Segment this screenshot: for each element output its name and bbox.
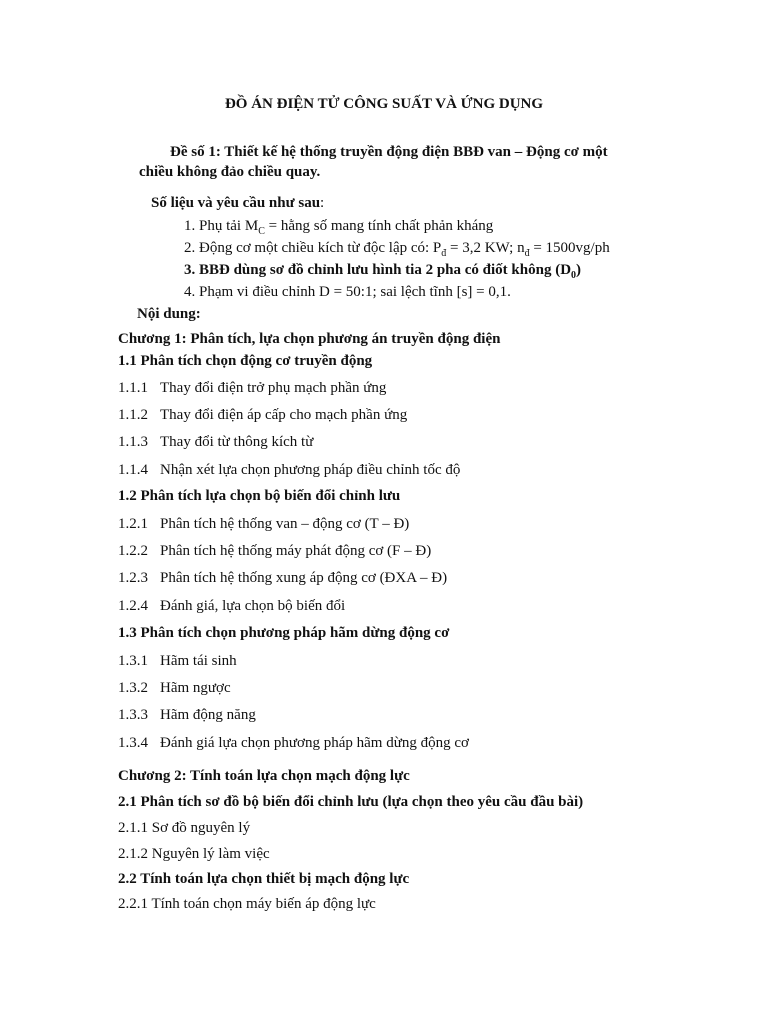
requirement-item-1: 1. Phụ tải $M_C$ = hằng số mang tính chất phản kháng xyxy=(184,218,494,237)
list-item: 1.2.4 Đánh giá, lựa chọn bộ biến đổi xyxy=(118,598,346,614)
list-item: 1.3.2 Hãm ngược xyxy=(118,680,231,696)
list-item: 1.2.2 Phân tích hệ thống máy phát động cơ (F – Đ) xyxy=(118,543,432,559)
list-item: 1.3.3 Hãm động năng xyxy=(118,707,256,723)
list-item: 1.3.1 Hãm tái sinh xyxy=(118,653,237,669)
document-title: ĐỒ ÁN ĐIỆN TỬ CÔNG SUẤT VÀ ỨNG DỤNG xyxy=(224,96,544,112)
list-item: 1.1.4 Nhận xét lựa chọn phương pháp điều chỉnh tốc độ xyxy=(118,462,461,478)
list-item: 2.1.1 Sơ đồ nguyên lý xyxy=(118,820,251,836)
assignment-line-2: chiều không đảo chiều quay. xyxy=(139,164,321,180)
requirements-heading: Số liệu và yêu cầu như sau: xyxy=(151,195,325,211)
requirement-item-2: 2. Động cơ một chiều kích từ độc lập có: $P_đ = 3,2$ KW; $n_đ = 1500vg/ph$ xyxy=(184,240,610,259)
list-item: 2.2.1 Tính toán chọn máy biến áp động lực xyxy=(118,896,376,912)
section-1-2-heading: 1.2 Phân tích lựa chọn bộ biến đổi chỉnh lưu xyxy=(118,488,401,504)
section-2-1-heading: 2.1 Phân tích sơ đồ bộ biến đổi chỉnh lưu (lựa chọn theo yêu cầu đầu bài) xyxy=(118,794,584,810)
list-item: 1.3.4 Đánh giá lựa chọn phương pháp hãm dừng động cơ xyxy=(118,735,469,751)
content-heading: Nội dung: xyxy=(137,306,201,322)
section-2-2-heading: 2.2 Tính toán lựa chọn thiết bị mạch động lực xyxy=(118,871,410,887)
section-1-1-heading: 1.1 Phân tích chọn động cơ truyền động xyxy=(118,353,373,369)
list-item: 1.2.1 Phân tích hệ thống van – động cơ (T – Đ) xyxy=(118,516,410,532)
list-item: 1.1.3 Thay đổi từ thông kích từ xyxy=(118,434,314,450)
chapter-2-heading: Chương 2: Tính toán lựa chọn mạch động lực xyxy=(118,768,410,784)
requirement-item-4: 4. Phạm vi điều chỉnh D = 50:1; sai lệch tĩnh [s] = 0,1. xyxy=(184,284,511,300)
list-item: 1.1.1 Thay đổi điện trở phụ mạch phần ứng xyxy=(118,380,387,396)
list-item: 1.1.2 Thay đổi điện áp cấp cho mạch phần ứng xyxy=(118,407,408,423)
assignment-line-1: Đề số 1: Thiết kế hệ thống truyền động điện BBĐ van – Động cơ một xyxy=(170,144,608,160)
requirement-item-3: 3. BBĐ dùng sơ đồ chỉnh lưu hình tia 2 pha có điốt không $(D_0)$ xyxy=(184,262,582,281)
chapter-1-heading: Chương 1: Phân tích, lựa chọn phương án truyền động điện xyxy=(118,331,501,347)
section-1-3-heading: 1.3 Phân tích chọn phương pháp hãm dừng động cơ xyxy=(118,625,450,641)
list-item: 1.2.3 Phân tích hệ thống xung áp động cơ (ĐXA – Đ) xyxy=(118,570,448,586)
list-item: 2.1.2 Nguyên lý làm việc xyxy=(118,846,270,862)
